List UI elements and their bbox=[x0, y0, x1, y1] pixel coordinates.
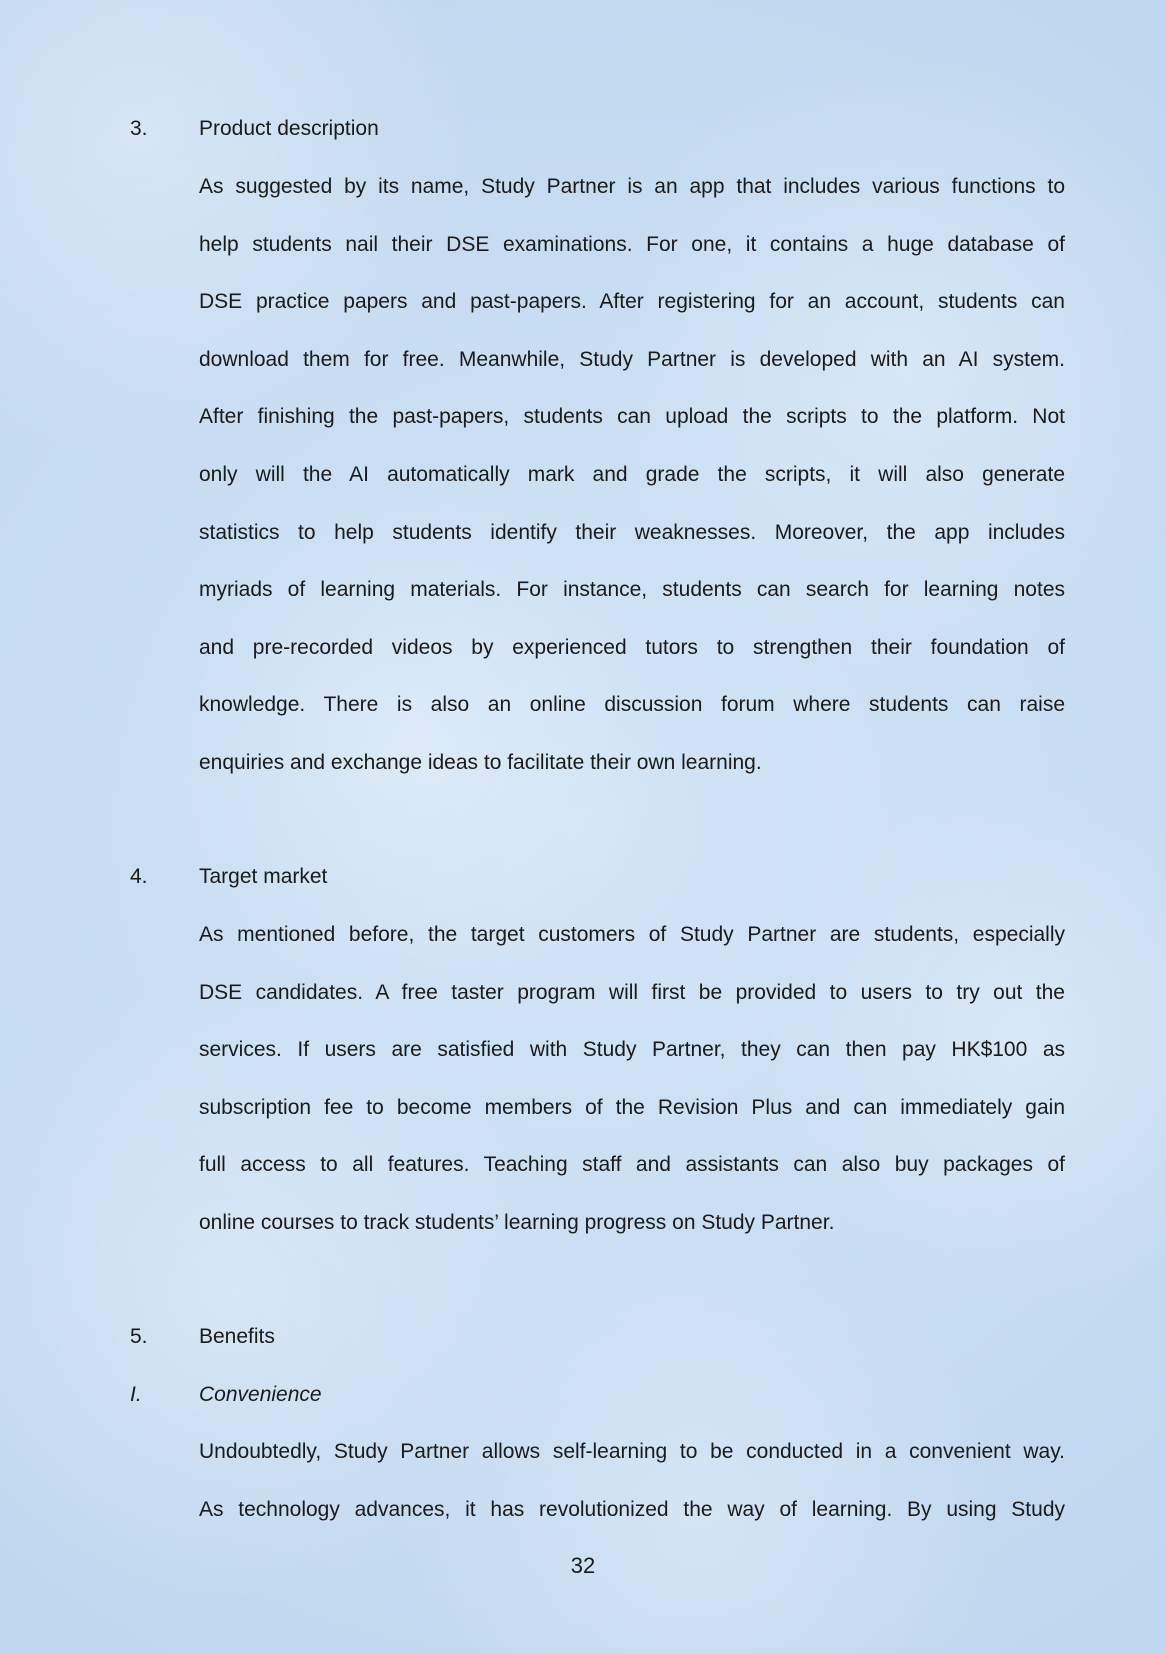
text-line: only will the AI automatically mark and grade the scripts, it will also generate bbox=[199, 462, 1065, 486]
paragraph-convenience bbox=[199, 1423, 1065, 1538]
text-line: help students nail their DSE examinations. For one, it contains a huge database of bbox=[199, 232, 1065, 256]
page-number: 32 bbox=[570, 1553, 596, 1578]
paragraph-product-description bbox=[199, 158, 1065, 792]
section-heading-target-market bbox=[130, 862, 1070, 892]
subsection-number: I. bbox=[130, 1383, 142, 1406]
section-heading-benefits bbox=[130, 1322, 1070, 1352]
text-line: statistics to help students identify their weaknesses. Moreover, the app includes bbox=[199, 520, 1065, 544]
section-number: 4. bbox=[130, 865, 148, 888]
text-line: As technology advances, it has revolutionized the way of learning. By using Study bbox=[199, 1497, 1065, 1521]
text-line: knowledge. There is also an online discussion forum where students can raise bbox=[199, 693, 1065, 717]
text-line: enquiries and exchange ideas to facilitate their own learning. bbox=[199, 750, 762, 774]
text-line: After finishing the past-papers, students can upload the scripts to the platform. Not bbox=[199, 405, 1065, 429]
subsection-heading-convenience bbox=[130, 1380, 1070, 1410]
text-line: services. If users are satisfied with Study Partner, they can then pay HK$100 as bbox=[199, 1038, 1065, 1062]
text-line: full access to all features. Teaching staff and assistants can also buy packages of bbox=[199, 1153, 1065, 1177]
section-number: 3. bbox=[130, 117, 148, 140]
paragraph-target-market bbox=[199, 906, 1065, 1252]
section-title: Benefits bbox=[199, 1325, 275, 1348]
subsection-title: Convenience bbox=[199, 1383, 322, 1406]
text-line: DSE practice papers and past-papers. After registering for an account, students can bbox=[199, 290, 1065, 314]
text-line: online courses to track students’ learning progress on Study Partner. bbox=[199, 1210, 835, 1234]
text-line: As suggested by its name, Study Partner is an app that includes various functions to bbox=[199, 175, 1065, 198]
text-line: subscription fee to become members of the Revision Plus and can immediately gain bbox=[199, 1095, 1065, 1119]
text-line: DSE candidates. A free taster program will first be provided to users to try out the bbox=[199, 980, 1065, 1004]
text-line: As mentioned before, the target customers of Study Partner are students, especially bbox=[199, 923, 1065, 946]
text-line: and pre-recorded videos by experienced tutors to strengthen their foundation of bbox=[199, 635, 1065, 659]
section-heading-product-description bbox=[130, 114, 1070, 144]
section-number: 5. bbox=[130, 1325, 148, 1348]
section-title: Product description bbox=[199, 117, 379, 140]
text-line: download them for free. Meanwhile, Study Partner is developed with an AI system. bbox=[199, 347, 1065, 371]
text-line: myriads of learning materials. For instance, students can search for learning notes bbox=[199, 578, 1065, 602]
text-line: Undoubtedly, Study Partner allows self-learning to be conducted in a convenient way. bbox=[199, 1440, 1065, 1463]
section-title: Target market bbox=[199, 865, 328, 888]
